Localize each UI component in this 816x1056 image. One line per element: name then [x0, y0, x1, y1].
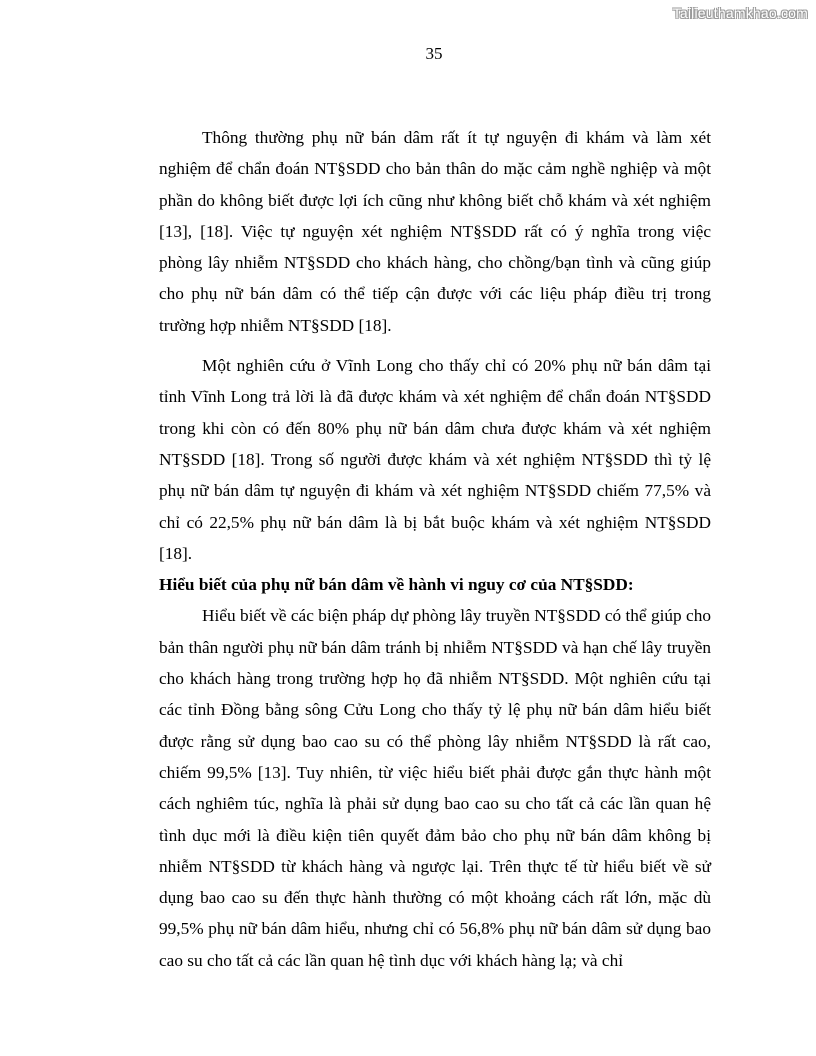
paragraph-voluntary-testing: Thông thường phụ nữ bán dâm rất ít tự nguyện đi khám và làm xét nghiệm để chẩn đoán NT§SDD cho bản thân do mặc cảm nghề nghiệp và một phần do không biết được lợi ích cũng như không biết chỗ khám và xét nghiệm [13], [18]. Việc tự nguyện xét nghiệm NT§SDD rất có ý nghĩa trong việc phòng lây nhiễm NT§SDD cho khách hàng, cho chồng/bạn tình và cũng giúp cho phụ nữ bán dâm có thể tiếp cận được với các liệu pháp điều trị trong trường hợp nhiễm NT§SDD [18].	[159, 128, 711, 335]
paragraph-vinh-long-study: Một nghiên cứu ở Vĩnh Long cho thấy chỉ có 20% phụ nữ bán dâm tại tỉnh Vĩnh Long trả lời là đã được khám và xét nghiệm để chẩn đoán NT§SDD trong khi còn có đến 80% phụ nữ bán dâm chưa được khám và xét nghiệm NT§SDD [18]. Trong số người được khám và xét nghiệm NT§SDD thì tỷ lệ phụ nữ bán dâm tự nguyện đi khám và xét nghiệm NT§SDD chiếm 77,5% và chỉ có 22,5% phụ nữ bán dâm là bị bắt buộc khám và xét nghiệm NT§SDD [18].	[159, 356, 711, 563]
document-body	[159, 122, 711, 976]
paragraph-condom-knowledge: Hiểu biết về các biện pháp dự phòng lây truyền NT§SDD có thể giúp cho bản thân người phụ nữ bán dâm tránh bị nhiễm NT§SDD và hạn chế lây truyền cho khách hàng trong trường hợp họ đã nhiễm NT§SDD. Một nghiên cứu tại các tỉnh Đồng bằng sông Cửu Long cho thấy tỷ lệ phụ nữ bán dâm hiểu biết được rằng sử dụng bao cao su có thể phòng lây nhiễm NT§SDD là rất cao, chiếm 99,5% [13]. Tuy nhiên, từ việc hiểu biết phải được gắn thực hành một cách nghiêm túc, nghĩa là phải sử dụng bao cao su cho tất cả các lần quan hệ tình dục mới là điều kiện tiên quyết đảm bảo cho phụ nữ bán dâm không bị nhiễm NT§SDD từ khách hàng và ngược lại. Trên thực tế từ hiểu biết về sử dụng bao cao su đến thực hành thường có một khoảng cách rất lớn, mặc dù 99,5% phụ nữ bán dâm hiểu, nhưng chỉ có 56,8% phụ nữ bán dâm sử dụng bao cao su cho tất cả các lần quan hệ tình dục với khách hàng lạ; và chỉ	[159, 606, 711, 970]
section-heading: Hiểu biết của phụ nữ bán dâm về hành vi nguy cơ của NT§SDD:	[159, 575, 634, 595]
page-number: 35	[425, 44, 443, 63]
watermark: Tailieuthamkhao.com	[672, 5, 808, 21]
